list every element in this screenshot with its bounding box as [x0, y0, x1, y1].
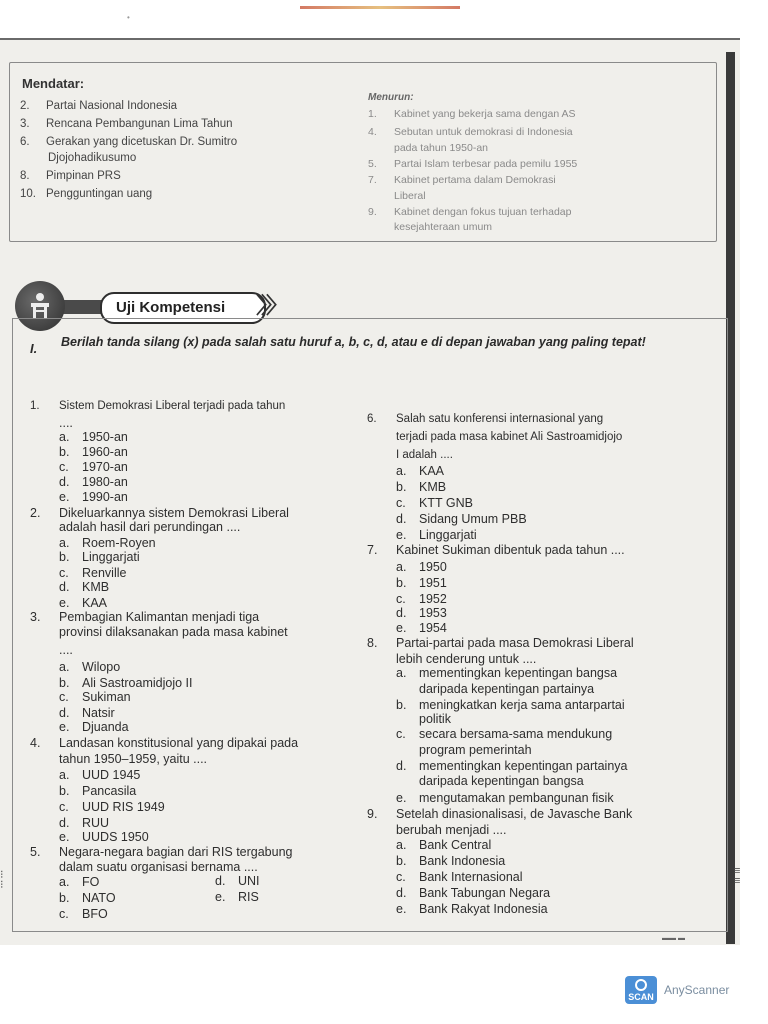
clue-text: Pengguntingan uang — [46, 188, 153, 200]
option-text: mementingkan kepentingan partainya — [419, 759, 628, 773]
option-text: mementingkan kepentingan bangsa — [419, 666, 618, 680]
option-letter: a. — [59, 536, 70, 550]
answer-option — [59, 445, 128, 459]
option-letter: c. — [59, 907, 69, 921]
menurun-clue — [368, 108, 576, 120]
option-text: 1990-an — [82, 490, 128, 504]
option-letter: d. — [215, 874, 226, 888]
line-text: daripada kepentingan bangsa — [419, 774, 584, 788]
spine-notch-icon: ≡ ≡ — [734, 865, 741, 887]
answer-continuation — [419, 743, 532, 757]
answer-option — [59, 490, 128, 504]
question-stem — [367, 543, 625, 557]
option-text: KTT GNB — [419, 496, 473, 510]
clue-text: kesejahteraan umum — [394, 221, 493, 233]
mendatar-clue — [20, 188, 152, 200]
answer-continuation — [419, 682, 594, 696]
option-text: Linggarjati — [82, 550, 140, 564]
option-letter: a. — [59, 875, 70, 889]
question-text: Sistem Demokrasi Liberal terjadi pada tahun — [59, 400, 286, 412]
answer-option — [59, 784, 136, 798]
question-stem — [30, 399, 285, 413]
question-number: 2. — [30, 506, 41, 520]
chevrons-icon: 〉〉〉 — [256, 293, 283, 318]
question-number: 1. — [30, 400, 40, 412]
answer-option — [396, 592, 447, 606]
line-text: lebih cenderung untuk .... — [396, 652, 537, 666]
clue-number: 3. — [20, 118, 30, 130]
question-stem — [30, 845, 293, 859]
option-text: KMB — [419, 480, 447, 494]
option-letter: b. — [59, 445, 70, 459]
option-letter: e. — [396, 902, 407, 916]
question-continuation — [59, 752, 207, 766]
question-number: 5. — [30, 845, 41, 859]
option-letter: b. — [59, 676, 70, 690]
option-text: Natsir — [82, 706, 115, 720]
answer-option — [59, 875, 99, 889]
option-letter: a. — [59, 430, 70, 444]
question-number: 3. — [30, 610, 41, 624]
menurun-clue — [368, 174, 556, 186]
answer-option — [59, 768, 140, 782]
question-continuation — [396, 823, 507, 837]
instruction-number: I. — [30, 341, 38, 356]
option-text: RUU — [82, 816, 110, 830]
option-letter: b. — [59, 550, 70, 564]
option-letter: a. — [396, 464, 407, 478]
answer-option — [396, 576, 447, 590]
option-text: Pancasila — [82, 784, 137, 798]
clue-text: Pimpinan PRS — [46, 170, 121, 182]
clue-number: 1. — [368, 108, 377, 120]
mendatar-clue — [20, 118, 232, 130]
answer-option — [215, 890, 259, 904]
answer-option — [59, 891, 116, 905]
line-text: .... — [59, 643, 73, 657]
clue-text: Sebutan untuk demokrasi di Indonesia — [394, 126, 573, 138]
answer-option — [396, 759, 627, 773]
option-letter: d. — [396, 886, 407, 900]
answer-option — [396, 870, 523, 884]
option-text: Sukiman — [82, 690, 131, 704]
question-number: 4. — [30, 736, 41, 750]
option-text: Linggarjati — [419, 528, 477, 542]
clue-number: 2. — [20, 100, 30, 112]
option-text: UNI — [238, 874, 260, 888]
option-letter: a. — [59, 660, 70, 674]
answer-option — [59, 706, 115, 720]
question-text: Kabinet Sukiman dibentuk pada tahun .... — [396, 543, 625, 557]
option-text: 1970-an — [82, 460, 128, 474]
clue-text: Kabinet yang bekerja sama dengan AS — [394, 108, 576, 120]
instruction-text: Berilah tanda silang (x) pada salah satu huruf a, b, c, d, atau e di depan jawaban yang paling tepat! — [61, 335, 646, 349]
mendatar-clue — [20, 100, 177, 112]
option-text: KMB — [82, 580, 110, 594]
option-letter: c. — [59, 690, 69, 704]
answer-option — [59, 907, 108, 921]
clue-number: 5. — [368, 158, 377, 170]
edge-notch-icon: ⁝ ⁝ — [0, 869, 4, 891]
option-letter: c. — [396, 592, 406, 606]
clue-text: Kabinet pertama dalam Demokrasi — [394, 174, 556, 186]
line-text: .... — [59, 416, 73, 430]
mendatar-clue — [20, 152, 136, 164]
clue-text: Partai Nasional Indonesia — [46, 100, 178, 112]
menurun-clue — [368, 221, 492, 233]
answer-option — [59, 660, 120, 674]
question-text: Dikeluarkannya sistem Demokrasi Liberal — [59, 506, 289, 520]
clue-text: Rencana Pembangunan Lima Tahun — [46, 118, 233, 130]
clue-text: Liberal — [394, 190, 426, 202]
question-continuation — [59, 625, 288, 639]
question-continuation — [59, 643, 73, 657]
answer-option — [59, 690, 131, 704]
option-text: FO — [82, 875, 100, 889]
line-text: terjadi pada masa kabinet Ali Sastroamidjojo — [396, 431, 623, 443]
answer-option — [396, 512, 527, 526]
option-letter: b. — [396, 698, 407, 712]
option-text: 1980-an — [82, 475, 128, 489]
menurun-clue — [368, 126, 573, 138]
option-letter: a. — [396, 666, 407, 680]
answer-option — [59, 460, 128, 474]
clue-number: 9. — [368, 206, 377, 218]
question-continuation — [396, 652, 536, 666]
clue-number: 7. — [368, 174, 377, 186]
option-letter: e. — [215, 890, 226, 904]
scan-speck: • — [127, 13, 130, 22]
menurun-clue — [368, 190, 426, 202]
answer-option — [59, 430, 128, 444]
mendatar-clue — [20, 136, 237, 148]
option-letter: c. — [396, 870, 406, 884]
answer-option — [59, 800, 165, 814]
line-text: provinsi dilaksanakan pada masa kabinet — [59, 625, 288, 639]
mendatar-clue — [20, 170, 121, 182]
option-letter: c. — [59, 566, 69, 580]
option-letter: e. — [59, 830, 70, 844]
option-text: Renville — [82, 566, 127, 580]
menurun-clue — [368, 142, 488, 154]
option-text: NATO — [82, 891, 116, 905]
question-text: Setelah dinasionalisasi, de Javasche Bank — [396, 807, 633, 821]
question-stem — [367, 412, 603, 426]
option-text: Djuanda — [82, 720, 129, 734]
line-text: I adalah .... — [396, 449, 453, 461]
option-letter: e. — [396, 528, 407, 542]
option-letter: d. — [59, 706, 70, 720]
option-letter: b. — [59, 891, 70, 905]
top-color-strip — [300, 6, 460, 9]
option-text: Ali Sastroamidjojo II — [82, 676, 193, 690]
answer-option — [59, 566, 126, 580]
question-continuation — [396, 430, 622, 444]
option-letter: e. — [59, 490, 70, 504]
answer-option — [396, 496, 473, 510]
answer-option — [59, 596, 107, 610]
option-letter: c. — [59, 800, 69, 814]
option-letter: c. — [396, 496, 406, 510]
answer-option — [215, 874, 260, 888]
answer-option — [59, 580, 109, 594]
option-text: Wilopo — [82, 660, 121, 674]
option-letter: d. — [59, 475, 70, 489]
option-text: BFO — [82, 907, 108, 921]
question-stem — [367, 807, 632, 821]
answer-option — [59, 676, 192, 690]
answer-option — [396, 480, 446, 494]
answer-option — [396, 791, 614, 805]
answer-option — [59, 720, 129, 734]
clue-text: Gerakan yang dicetuskan Dr. Sumitro — [46, 136, 238, 148]
option-text: secara bersama-sama mendukung — [419, 727, 613, 741]
option-letter: a. — [59, 768, 70, 782]
line-text: politik — [419, 712, 451, 726]
answer-option — [396, 528, 477, 542]
answer-option — [396, 621, 447, 635]
option-text: Bank Central — [419, 838, 492, 852]
option-text: 1954 — [419, 621, 447, 635]
answer-option — [396, 854, 505, 868]
answer-option — [396, 698, 625, 712]
option-letter: e. — [59, 596, 70, 610]
clue-text: Djojohadikusumo — [48, 152, 137, 164]
question-text: Negara-negara bagian dari RIS tergabung — [59, 845, 293, 859]
question-continuation — [59, 860, 258, 874]
question-number: 8. — [367, 636, 378, 650]
answer-continuation — [419, 712, 451, 726]
anyscanner-logo: SCAN — [625, 976, 657, 1004]
option-letter: a. — [396, 560, 407, 574]
question-number: 6. — [367, 413, 377, 425]
option-letter: d. — [59, 816, 70, 830]
answer-option — [59, 830, 149, 844]
answer-option — [396, 902, 548, 916]
question-stem — [30, 506, 289, 520]
option-text: 1950-an — [82, 430, 128, 444]
option-letter: e. — [396, 791, 407, 805]
option-letter: b. — [396, 576, 407, 590]
answer-option — [396, 727, 612, 741]
answer-option — [59, 816, 109, 830]
option-text: 1953 — [419, 606, 447, 620]
option-letter: b. — [59, 784, 70, 798]
option-text: UUD RIS 1949 — [82, 800, 165, 814]
option-text: Bank Tabungan Negara — [419, 886, 551, 900]
option-letter: d. — [396, 606, 407, 620]
clue-number: 10. — [20, 188, 36, 200]
question-text: Pembagian Kalimantan menjadi tiga — [59, 610, 260, 624]
option-letter: a. — [396, 838, 407, 852]
question-stem — [30, 610, 259, 624]
answer-option — [396, 666, 617, 680]
clue-text: Kabinet dengan fokus tujuan terhadap — [394, 206, 572, 218]
menurun-clue — [368, 206, 571, 218]
page-footer-mark: ▬▬ ▬ — [662, 935, 685, 942]
question-text: Landasan konstitusional yang dipakai pada — [59, 736, 299, 750]
option-letter: d. — [396, 512, 407, 526]
mendatar-heading: Mendatar: — [22, 76, 85, 91]
question-stem — [30, 736, 298, 750]
option-text: 1952 — [419, 592, 447, 606]
option-text: mengutamakan pembangunan fisik — [419, 791, 614, 805]
answer-option — [396, 838, 491, 852]
clue-text: pada tahun 1950-an — [394, 142, 489, 154]
option-text: UUDS 1950 — [82, 830, 149, 844]
answer-option — [396, 464, 444, 478]
option-text: RIS — [238, 890, 259, 904]
option-letter: d. — [396, 759, 407, 773]
option-text: 1960-an — [82, 445, 128, 459]
option-letter: b. — [396, 480, 407, 494]
answer-option — [59, 536, 156, 550]
option-letter: e. — [396, 621, 407, 635]
option-letter: c. — [396, 727, 406, 741]
option-text: Bank Indonesia — [419, 854, 506, 868]
answer-option — [59, 475, 128, 489]
question-number: 7. — [367, 543, 378, 557]
line-text: program pemerintah — [419, 743, 532, 757]
option-text: KAA — [82, 596, 108, 610]
section-title: Uji Kompetensi — [100, 292, 266, 324]
line-text: tahun 1950–1959, yaitu .... — [59, 752, 208, 766]
anyscanner-name: AnyScanner — [664, 983, 730, 997]
clue-number: 4. — [368, 126, 377, 138]
line-text: adalah hasil dari perundingan .... — [59, 520, 241, 534]
answer-option — [396, 606, 447, 620]
option-text: Bank Internasional — [419, 870, 523, 884]
option-text: Bank Rakyat Indonesia — [419, 902, 548, 916]
clue-number: 8. — [20, 170, 30, 182]
line-text: daripada kepentingan partainya — [419, 682, 595, 696]
option-letter: c. — [59, 460, 69, 474]
option-text: 1950 — [419, 560, 447, 574]
option-text: Sidang Umum PBB — [419, 512, 527, 526]
option-letter: b. — [396, 854, 407, 868]
question-text: Partai-partai pada masa Demokrasi Liberal — [396, 636, 634, 650]
option-text: 1951 — [419, 576, 447, 590]
answer-option — [59, 550, 140, 564]
option-text: Roem-Royen — [82, 536, 156, 550]
menurun-heading: Menurun: — [368, 92, 414, 103]
line-text: dalam suatu organisasi bernama .... — [59, 860, 258, 874]
option-text: KAA — [419, 464, 445, 478]
menurun-clue — [368, 158, 577, 170]
option-text: meningkatkan kerja sama antarpartai — [419, 698, 625, 712]
question-continuation — [396, 448, 453, 462]
line-text: berubah menjadi .... — [396, 823, 507, 837]
answer-option — [396, 560, 447, 574]
option-letter: d. — [59, 580, 70, 594]
question-continuation — [59, 416, 73, 430]
answer-continuation — [419, 774, 584, 788]
clue-number: 6. — [20, 136, 30, 148]
option-text: UUD 1945 — [82, 768, 141, 782]
option-letter: e. — [59, 720, 70, 734]
clue-text: Partai Islam terbesar pada pemilu 1955 — [394, 158, 578, 170]
question-number: 9. — [367, 807, 378, 821]
question-continuation — [59, 520, 240, 534]
question-stem — [367, 636, 634, 650]
question-text: Salah satu konferensi internasional yang — [396, 413, 604, 425]
answer-option — [396, 886, 550, 900]
